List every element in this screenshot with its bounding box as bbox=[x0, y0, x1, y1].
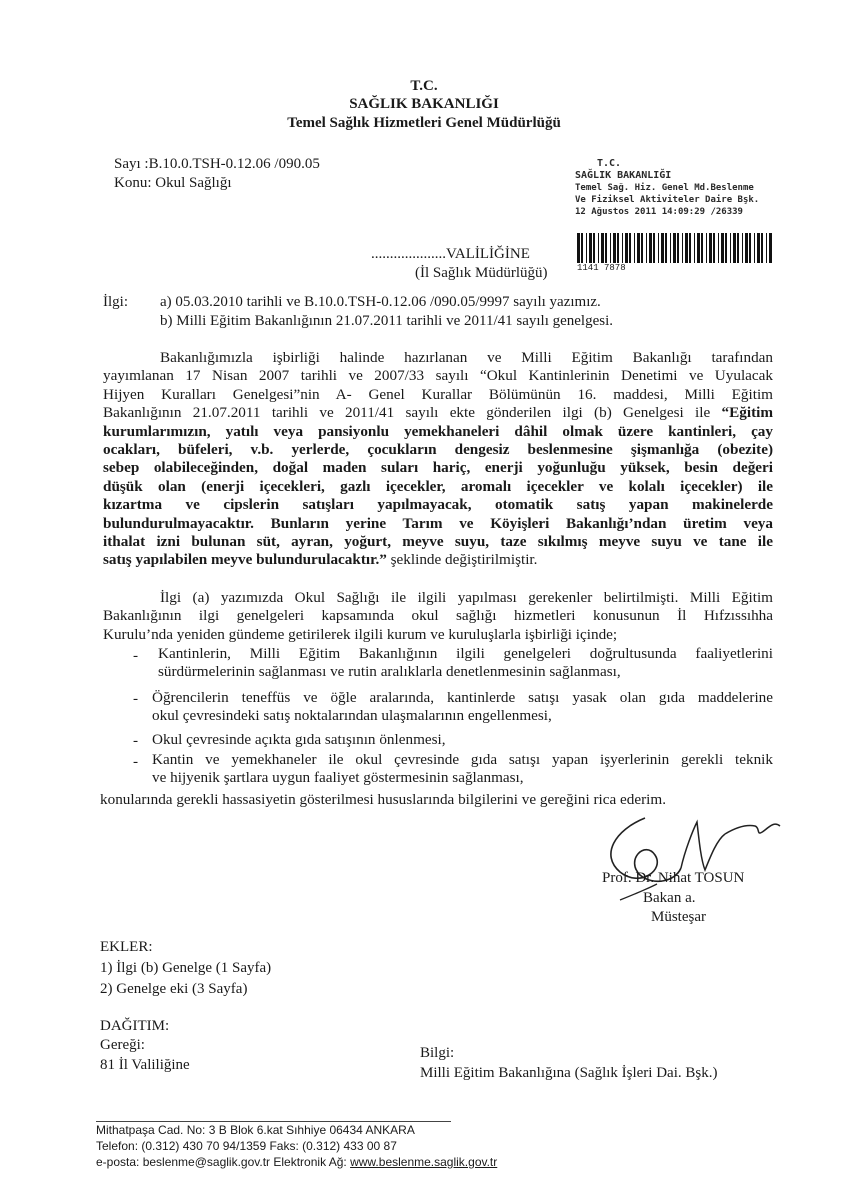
p1-line: kurumlarımızın, yatılı veya pansiyonlu yemekhaneleri dâhil olmak üzere kantinleri, çay bbox=[103, 422, 773, 440]
registry-stamp bbox=[575, 158, 780, 218]
konu-label: Konu: bbox=[114, 175, 152, 191]
bullet-line: Kantin ve yemekhaneler ile okul çevresinde gıda satışı yapan işyerlerinin gerekli teknik bbox=[152, 751, 773, 768]
p2-line: Kurulu’nda yeniden gündeme getirilerek ilgili kurum ve kuruluşlarla işbirliği içinde; bbox=[103, 625, 618, 643]
signatory-line2: Bakan a. bbox=[643, 890, 696, 906]
footer-email: e-posta: beslenme@saglik.gov.tr Elektronik Ağ: bbox=[96, 1155, 351, 1169]
dagitim-title: DAĞITIM: bbox=[100, 1018, 170, 1034]
p1-line bbox=[103, 551, 773, 569]
p1-line: ocakları, büfeleri, v.b. yerlerde, çocukların dengesiz beslenmesine şişmanlığa (obezite) bbox=[103, 441, 773, 459]
footer-contact bbox=[96, 1154, 566, 1170]
p1-line: yayımlanan 17 Nisan 2007 tarihli ve 2007/33 sayılı “Okul Kantinlerinin Denetimi ve Uyulacak bbox=[103, 367, 773, 385]
ilgi-a: a) 05.03.2010 tarihli ve B.10.0.TSH-0.12.06 /090.05/9997 sayılı yazımız. bbox=[160, 294, 601, 310]
sayi-row bbox=[114, 156, 320, 173]
addressee-line1: ....................VALİLİĞİNE bbox=[371, 246, 530, 262]
p1-line: ithalat izni bulunan süt, ayran, yoğurt, meyve suyu, taze sıkılmış meyve suyu ve tane ile bbox=[103, 533, 773, 551]
p2-line: Bakanlığının ilgi genelgeleri kapsamında okul sağlığı hizmetleri konusunun İl Hıfzıssıhha bbox=[103, 607, 773, 625]
closing-sentence: konularında gerekli hassasiyetin gösterilmesi hususlarında bilgilerini ve gereğini rica ederim. bbox=[100, 791, 666, 808]
ilgi-label: İlgi: bbox=[103, 294, 128, 310]
p1-line: Hijyen Kuralları Genelgesi”nin A- Genel Kurallar Bölümünün 16. maddesi, Milli Eğitim bbox=[103, 385, 773, 403]
ilgi-b: b) Milli Eğitim Bakanlığının 21.07.2011 tarihli ve 2011/41 sayılı genelgesi. bbox=[160, 313, 614, 329]
sayi-label: Sayı bbox=[114, 156, 141, 172]
p1-line4-bold: “Eğitim bbox=[721, 404, 773, 422]
p1-line: kızartma ve cipslerin satışları yapılmayacak, otomatik satış yapan makinelerde bbox=[103, 496, 773, 514]
signatory-name: Prof. Dr. Nihat TOSUN bbox=[602, 870, 745, 886]
header-directorate: Temel Sağlık Hizmetleri Genel Müdürlüğü bbox=[287, 115, 561, 131]
p1-line: sebep olabileceğinden, doğal maden suları hariç, enerji yoğunluğu yüksek, besin değeri bbox=[103, 459, 773, 477]
bullet-dash: - bbox=[133, 690, 139, 707]
dagitim-geregi-label: Gereği: bbox=[100, 1037, 145, 1053]
paragraph-1 bbox=[103, 349, 773, 570]
stamp-line2: SAĞLIK BAKANLIĞI bbox=[575, 170, 672, 181]
konu-value: Okul Sağlığı bbox=[155, 175, 232, 191]
stamp-line5: 12 Ağustos 2011 14:09:29 /26339 bbox=[575, 207, 743, 217]
bullet-line: ve hijyenik şartlara uygun faaliyet göstermesinin sağlanması, bbox=[152, 769, 524, 787]
bullet-4 bbox=[152, 751, 773, 788]
stamp-line3: Temel Sağ. Hiz. Genel Md.Beslenme bbox=[575, 183, 754, 193]
bullet-3 bbox=[152, 731, 773, 749]
barcode-number: 1141 7878 bbox=[577, 263, 626, 273]
footer bbox=[96, 1122, 566, 1170]
dagitim-geregi-value: 81 İl Valiliğine bbox=[100, 1057, 190, 1073]
p1-line: Bakanlığımızla işbirliği halinde hazırlanan ve Milli Eğitim Bakanlığı tarafından bbox=[160, 349, 773, 366]
header-country: T.C. bbox=[410, 78, 438, 94]
signatory-line3: Müsteşar bbox=[651, 909, 706, 925]
p1-line: düşük olan (enerji içecekleri, gazlı içecekler, aromalı içecekler ve kolalı içecekler) ile bbox=[103, 477, 773, 495]
p1-line4-normal: Bakanlığının 21.07.2011 tarihli ve 2011/41 sayılı ekte gönderilen ilgi (b) Genelgesi ile bbox=[103, 404, 722, 422]
p1-line bbox=[103, 404, 773, 422]
ekler-item-1: 1) İlgi (b) Genelge (1 Sayfa) bbox=[100, 960, 272, 976]
dagitim-bilgi-value: Milli Eğitim Bakanlığına (Sağlık İşleri Dai. Bşk.) bbox=[420, 1065, 718, 1081]
ekler-title: EKLER: bbox=[100, 939, 153, 955]
bullet-dash: - bbox=[133, 647, 139, 664]
footer-web-link[interactable]: www.beslenme.saglik.gov.tr bbox=[350, 1155, 498, 1169]
bullet-line: Kantinlerin, Milli Eğitim Bakanlığının ilgili genelgeleri doğrultusunda faaliyetlerini bbox=[158, 645, 773, 662]
bullet-line: Okul çevresinde açıkta gıda satışının önlenmesi, bbox=[152, 731, 446, 748]
bullet-line: sürdürmelerinin sağlanması ve rutin aralıklarla denetlenmesinin sağlanması, bbox=[158, 663, 621, 681]
paragraph-2 bbox=[103, 589, 773, 644]
bullet-2 bbox=[152, 689, 773, 726]
addressee-line2: (İl Sağlık Müdürlüğü) bbox=[415, 265, 548, 281]
bullet-1 bbox=[158, 645, 773, 682]
barcode-icon bbox=[577, 233, 773, 263]
p2-line: İlgi (a) yazımızda Okul Sağlığı ile ilgili yapılması gerekenler belirtilmişti. Milli Eğitim bbox=[160, 589, 773, 606]
bullet-dash: - bbox=[133, 753, 139, 770]
header-ministry: SAĞLIK BAKANLIĞI bbox=[349, 96, 499, 112]
bullet-line: okul çevresindeki satış noktalarından ulaşmalarının engellenmesi, bbox=[152, 707, 552, 725]
p1-line12-normal: şeklinde değiştirilmiştir. bbox=[386, 551, 538, 569]
stamp-line4: Ve Fiziksel Aktiviteler Daire Bşk. bbox=[575, 195, 760, 205]
footer-address: Mithatpaşa Cad. No: 3 B Blok 6.kat Sıhhiye 06434 ANKARA bbox=[96, 1123, 415, 1137]
sayi-value: :B.10.0.TSH-0.12.06 /090.05 bbox=[144, 156, 320, 172]
bullet-line: Öğrencilerin teneffüs ve öğle aralarında, kantinlerde satışı yasak olan gıda maddelerine bbox=[152, 689, 773, 706]
p1-line12-bold: satış yapılabilen meyve bulundurulacaktır.” bbox=[103, 551, 387, 569]
bullet-dash: - bbox=[133, 732, 139, 749]
p1-line: bulundurulmayacaktır. Bunların yerine Tarım ve Köyişleri Bakanlığı’ndan üretim veya bbox=[103, 514, 773, 532]
stamp-line1: T.C. bbox=[597, 158, 622, 169]
footer-phone: Telefon: (0.312) 430 70 94/1359 Faks: (0.312) 433 00 87 bbox=[96, 1139, 397, 1153]
ekler-item-2: 2) Genelge eki (3 Sayfa) bbox=[100, 981, 248, 997]
konu-row bbox=[114, 175, 232, 192]
dagitim-bilgi-label: Bilgi: bbox=[420, 1045, 455, 1061]
